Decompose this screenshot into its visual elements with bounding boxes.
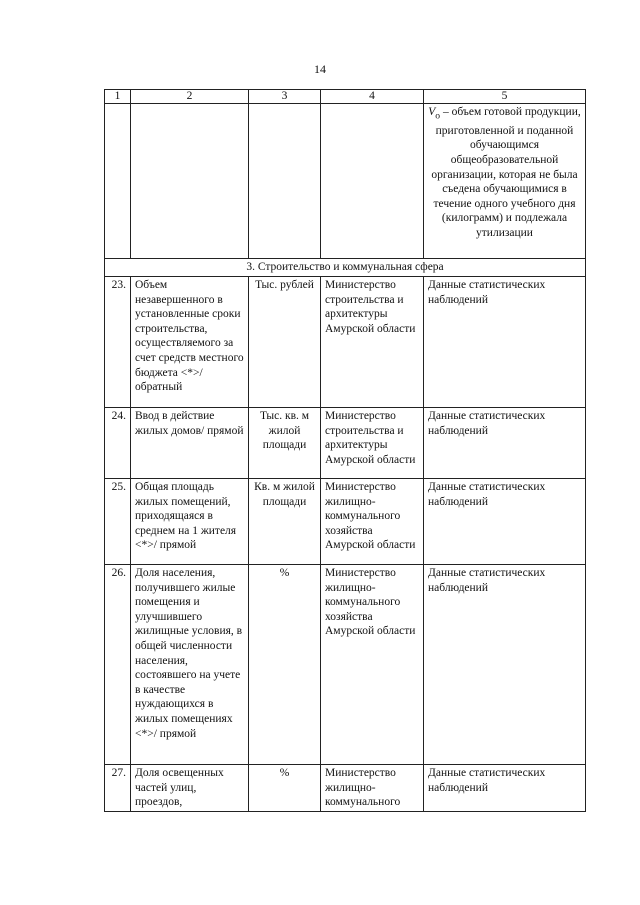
unit-of-measure: % [249, 765, 321, 812]
row-number: 26. [105, 565, 131, 765]
table-row [105, 765, 586, 812]
responsible-ministry: Министерство жилищно-коммунального хозяйства Амурской области [321, 565, 424, 765]
responsible-ministry: Министерство жилищно-коммунального хозяйства Амурской области [321, 479, 424, 565]
responsible-ministry: Министерство строительства и архитектуры Амурской области [321, 408, 424, 479]
data-source: Данные статистических наблюдений [424, 479, 586, 565]
continuation-row [105, 104, 586, 259]
indicator-name: Доля освещенных частей улиц, проездов, [131, 765, 249, 812]
column-number-header: 2 [131, 90, 249, 104]
indicator-name: Объем незавершенного в установленные сроки строительства, осуществляемого за счет средств местного бюджета <*>/ обратный [131, 277, 249, 408]
table-row [105, 479, 586, 565]
unit-of-measure: Тыс. кв. м жилой площади [249, 408, 321, 479]
section-header-row [105, 259, 586, 277]
table-row [105, 565, 586, 765]
data-source: Данные статистических наблюдений [424, 277, 586, 408]
indicator-name: Доля населения, получившего жилые помещения и улучшившего жилищные условия, в общей численности населения, состоявшего на учете в качестве нуждающихся в жилых помещениях <*>/ прямой [131, 565, 249, 765]
formula-explanation-text: – объем готовой продукции, приготовленной и поданной обучающимся общеобразовательной организации, которая не была съедена обучающимися в течение одного учебного дня (килограмм) и подлежала утилизации [431, 106, 581, 240]
column-number-header-row [105, 90, 586, 104]
column-number-header: 1 [105, 90, 131, 104]
row-number: 24. [105, 408, 131, 479]
row-number: 25. [105, 479, 131, 565]
formula-subscript: o [435, 110, 441, 122]
data-source: Данные статистических наблюдений [424, 565, 586, 765]
responsible-ministry: Министерство жилищно-коммунального [321, 765, 424, 812]
data-source: Данные статистических наблюдений [424, 408, 586, 479]
responsible-ministry: Министерство строительства и архитектуры Амурской области [321, 277, 424, 408]
empty-cell [105, 104, 131, 259]
indicator-name: Ввод в действие жилых домов/ прямой [131, 408, 249, 479]
unit-of-measure: % [249, 565, 321, 765]
table-row [105, 277, 586, 408]
section-title: 3. Строительство и коммунальная сфера [105, 259, 586, 277]
data-source: Данные статистических наблюдений [424, 765, 586, 812]
page-number: 14 [314, 62, 326, 76]
column-number-header: 5 [424, 90, 586, 104]
indicators-table [104, 89, 586, 812]
table-row [105, 408, 586, 479]
formula-explanation-cell [424, 104, 586, 259]
empty-cell [321, 104, 424, 259]
formula-symbol: V [428, 106, 436, 118]
unit-of-measure: Кв. м жилой площади [249, 479, 321, 565]
empty-cell [131, 104, 249, 259]
row-number: 27. [105, 765, 131, 812]
unit-of-measure: Тыс. рублей [249, 277, 321, 408]
indicator-name: Общая площадь жилых помещений, приходящаяся в среднем на 1 жителя <*>/ прямой [131, 479, 249, 565]
column-number-header: 4 [321, 90, 424, 104]
row-number: 23. [105, 277, 131, 408]
empty-cell [249, 104, 321, 259]
column-number-header: 3 [249, 90, 321, 104]
